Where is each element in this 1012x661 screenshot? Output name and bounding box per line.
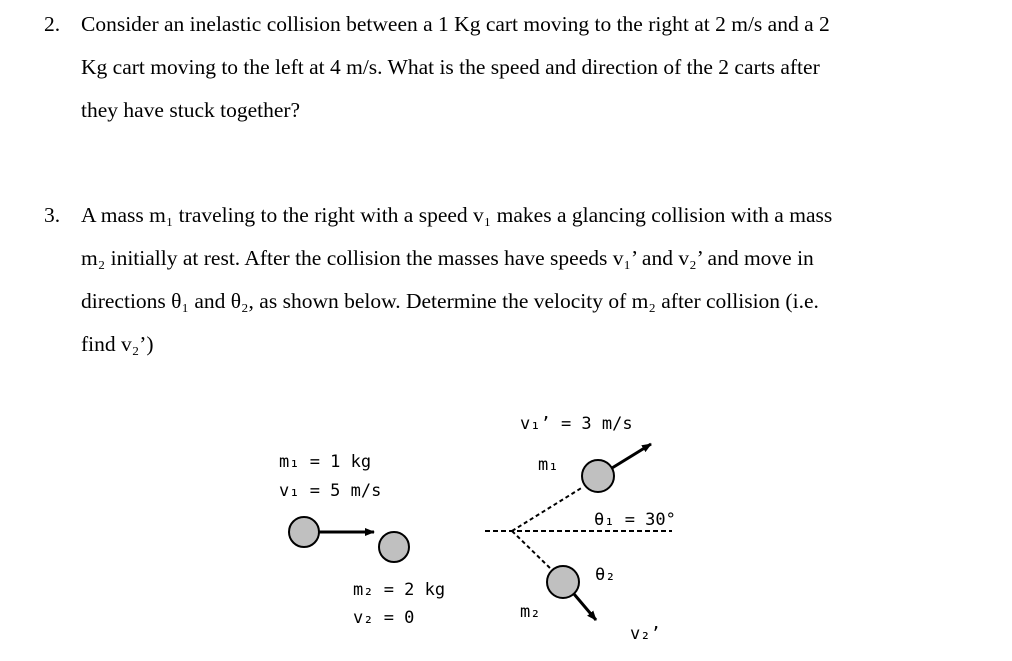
ball-m2-before <box>379 532 409 562</box>
question-3-line-3: directions θ₁ and θ₂, as shown below. Determine the velocity of m₂ after collision (i.e. <box>81 289 819 313</box>
path-m1-after <box>512 487 583 531</box>
label-theta1: θ₁ = 30° <box>594 510 676 530</box>
label-theta2: θ₂ <box>595 565 616 585</box>
label-m2-after: m₂ <box>520 602 541 622</box>
question-2-line-1: Consider an inelastic collision between a 1 Kg cart moving to the right at 2 m/s and a 2 <box>81 12 830 36</box>
question-3-line-4: find v₂’) <box>81 332 154 356</box>
label-v1-speed: v₁ = 5 m/s <box>279 481 382 501</box>
label-v2-speed: v₂ = 0 <box>353 608 415 628</box>
label-m2-mass: m₂ = 2 kg <box>353 580 446 600</box>
label-v1-prime: v₁’ = 3 m/s <box>520 414 633 434</box>
question-3-line-1: A mass m₁ traveling to the right with a speed v₁ makes a glancing collision with a mass <box>81 203 833 227</box>
velocity-arrow-v2-after <box>574 594 596 620</box>
velocity-arrow-v1-after <box>612 444 651 468</box>
question-2-line-2: Kg cart moving to the left at 4 m/s. What is the speed and direction of the 2 carts after <box>81 55 820 79</box>
label-v2-prime: v₂’ <box>630 624 661 644</box>
ball-m1-before <box>289 517 319 547</box>
question-2-number: 2. <box>44 12 61 36</box>
path-m2-after <box>512 531 552 570</box>
label-m1-mass: m₁ = 1 kg <box>279 452 372 472</box>
question-2-line-3: they have stuck together? <box>81 98 301 122</box>
question-3-number: 3. <box>44 203 61 227</box>
ball-m1-after <box>582 460 614 492</box>
ball-m2-after <box>547 566 579 598</box>
label-m1-after: m₁ <box>538 455 559 475</box>
question-3-line-2: m₂ initially at rest. After the collision the masses have speeds v₁’ and v₂’ and move in <box>81 246 814 270</box>
